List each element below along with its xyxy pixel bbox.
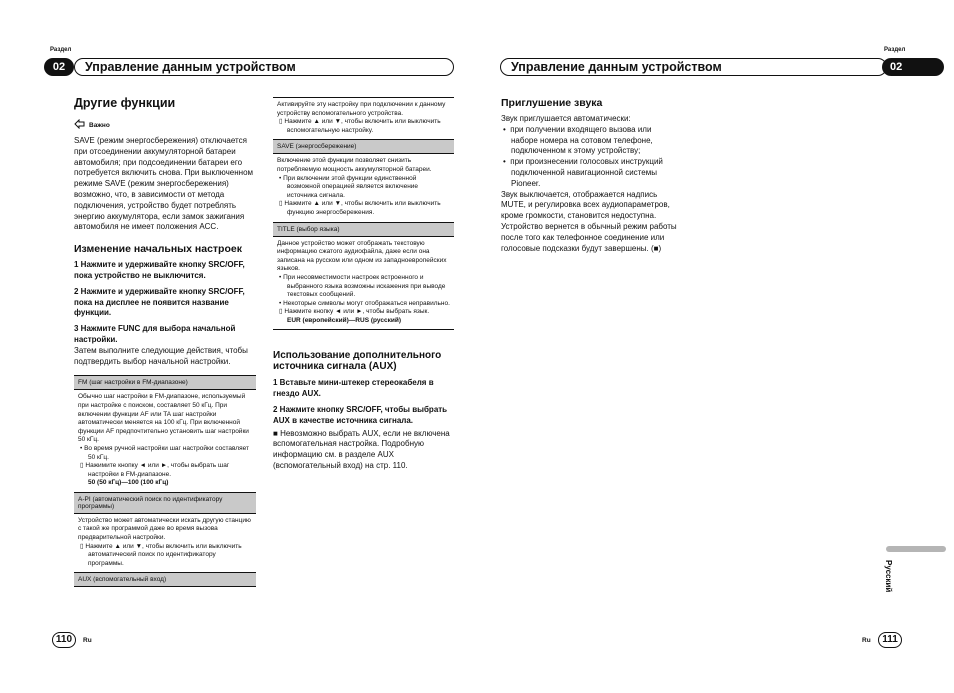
title-step-text: Нажмите кнопку ◄ или ►, чтобы выбрать язык.: [284, 308, 430, 316]
mute-bullet-1-text: при получении входящего вызова или наборе номера на сотовом телефоне, подключенном к этому устройству;: [510, 124, 653, 156]
step-icon: ▯: [279, 308, 283, 316]
fm-body: [74, 389, 256, 492]
api-step-text: Нажмите ▲ или ▼, чтобы включить или выключить автоматический поиск по идентификатору программы.: [85, 542, 242, 567]
step-2: 2 Нажмите и удерживайте кнопку SRC/OFF, пока на дисплее не появится название функции.: [74, 286, 245, 318]
page-number-left: 110: [52, 632, 76, 648]
heading-initial-settings: Изменение начальных настроек: [74, 243, 242, 256]
title-bullet-1-text: При несовместимости настроек встроенного и выбранного языка возможны искажения при выводе текстовых сообщений.: [283, 273, 446, 299]
important-text: SAVE (режим энергосбережения) отключается при отсоединении аккумуляторной батареи автомобиля; при подсоединении батареи его потребуется включить снова. При выключенном режиме SAVE (режим энергосбережения) возможно, что, в зависимости от метода подключения, устройство будет потреблять энергию аккумулятора, если замок зажигания автомобиля не имеет положения ACC.: [74, 136, 254, 232]
title-bullet-2: • Некоторые символы могут отображаться неправильно.: [279, 299, 450, 307]
api-body-text: Устройство может автоматически искать другую станцию с такой же программой даже во время вызова предварительной настройки.: [78, 516, 251, 542]
page-number-right: 111: [878, 632, 902, 648]
side-language-tab: [884, 560, 904, 610]
save-bullet-text: При включении этой функции единственной возможной операцией является включение источника сигнала.: [283, 174, 419, 199]
fm-header: FM (шаг настройки в FM-диапазоне): [74, 375, 256, 389]
save-step-text: Нажмите ▲ или ▼, чтобы включить или выключить функцию энергосбережения.: [284, 200, 441, 216]
fm-values: 50 (50 кГц)—100 (100 кГц): [88, 479, 169, 487]
aux-step-2: 2 Нажмите кнопку SRC/OFF, чтобы выбрать AUX в качестве источника сигнала.: [273, 405, 448, 425]
title-step: [277, 308, 450, 317]
heading-mute: Приглушение звука: [501, 97, 603, 109]
section-label-right: Раздел: [884, 47, 906, 53]
mute-bullet-2: • при произнесении голосовых инструкций подключенной навигационной системы Pioneer.: [503, 157, 663, 188]
aux-header: AUX (вспомогательный вход): [74, 572, 256, 586]
fm-bullet-text: Во время ручной настройки шаг настройки составляет 50 кГц.: [84, 444, 249, 461]
step-1: 1 Нажмите и удерживайте кнопку SRC/OFF, пока устройство не выключится.: [74, 260, 245, 280]
mute-intro: Звук приглушается автоматически:: [501, 114, 631, 123]
settings-table-left: [74, 375, 256, 587]
section-label: Раздел: [50, 47, 72, 53]
lang-code-left: Ru: [83, 637, 92, 644]
aux-step-text: Нажмите ▲ или ▼, чтобы включить или выключить вспомогательную настройку.: [284, 118, 441, 134]
title-header: TITLE (выбор языка): [273, 222, 454, 236]
step-icon: ▯: [279, 118, 283, 126]
save-header: SAVE (энергосбережение): [273, 139, 454, 153]
settings-table-middle: [273, 97, 454, 330]
middle-column: [273, 97, 454, 472]
aux-step-1: 1 Вставьте мини-штекер стереокабеля в гнездо AUX.: [273, 378, 434, 399]
important-icon: [74, 116, 85, 134]
heading-other-functions: Другие функции: [74, 96, 176, 110]
fm-bullet: • Во время ручной настройки шаг настройки составляет 50 кГц.: [80, 444, 249, 461]
mute-bullet-1: • при получении входящего вызова или наборе номера на сотовом телефоне, подключенном к этому устройству;: [503, 124, 653, 156]
aux-step: [277, 118, 450, 135]
section-number-badge: 02: [44, 58, 74, 76]
step-icon: ▯: [279, 200, 283, 208]
lang-code-right: Ru: [862, 637, 871, 644]
title-values: EUR (европейский)—RUS (русский): [287, 316, 401, 324]
save-body: [273, 153, 454, 221]
side-tab-bar: [886, 546, 946, 552]
aux-note-text: Невозможно выбрать AUX, если не включена вспомогательная настройка. Подробную информацию см. в разделе AUX (вспомогательный вход) на стр. 110.: [273, 428, 450, 471]
heading-aux-source: Использование дополнительного источника сигнала (AUX): [273, 350, 442, 373]
api-step: [78, 543, 252, 569]
fm-step-text: Нажимите кнопку ◄ или ►, чтобы выбрать шаг настройки в FM-диапазоне.: [85, 462, 230, 478]
step-3: 3 Нажмите FUNC для выбора начальной настройки.: [74, 324, 236, 344]
fm-body-text: Обычно шаг настройки в FM-диапазоне, используемый при настройке с поиском, составляет 50 кГц. При включении функции AF или TA шаг настройки автоматически меняется на 100 кГц. При включенной функции AF предпочтительно установить шаг настройки 50 кГц.: [78, 393, 249, 444]
aux-note: ■ Невозможно выбрать AUX, если не включена вспомогательная настройка. Подробную информацию см. в разделе AUX (вспомогательный вход) на стр. 110.: [273, 428, 450, 471]
step-icon: ▯: [80, 462, 84, 470]
mute-text: Звук выключается, отображается надпись MUTE, и регулировка всех аудиопараметров, кроме громкости, становится недоступна. Устройство вернется в обычный режим работы после того как телефонное соединение или голосовые подсказки будут завершены. (■): [501, 189, 677, 253]
important-label: Важно: [89, 121, 110, 129]
mute-bullet-2-text: при произнесении голосовых инструкций подключенной навигационной системы Pioneer.: [510, 157, 663, 188]
title-bullet-2-text: Некоторые символы могут отображаться неправильно.: [283, 299, 450, 307]
api-header: A-PI (автоматический поиск по идентификатору программы): [74, 492, 256, 513]
side-language-label: Русский: [884, 560, 893, 593]
step-3-text: Затем выполните следующие действия, чтобы подтвердить выбор начальной настройки.: [74, 345, 248, 366]
save-bullet: • При включении этой функции единственной возможной операцией является включение источника сигнала.: [279, 174, 419, 199]
left-column: [74, 96, 256, 587]
aux-body-text: Активируйте эту настройку при подключении к данному устройству вспомогательного устройства.: [277, 101, 446, 117]
section-number-badge-right: 02: [882, 58, 944, 76]
fm-step: [78, 462, 252, 479]
api-body: [74, 513, 256, 573]
aux-body: [273, 97, 454, 139]
title-bullet-1: • При несовместимости настроек встроенного и выбранного языка возможны искажения при выводе текстовых сообщений.: [279, 273, 446, 299]
step-icon: ▯: [80, 542, 84, 550]
right-column: [501, 97, 679, 254]
save-body-text: Включение этой функции позволяет снизить потребляемую мощность аккумуляторной батареи.: [277, 157, 432, 173]
title-body: [273, 236, 454, 330]
page-header-title: Управление данным устройством: [74, 58, 454, 76]
save-step: [277, 200, 450, 217]
page-header-title-right: Управление данным устройством: [500, 58, 887, 76]
title-body-text: Данное устройство может отображать текстовую информацию сжатого аудиофайла, даже если она записана на русском или одном из западноевропейских языков.: [277, 239, 447, 273]
